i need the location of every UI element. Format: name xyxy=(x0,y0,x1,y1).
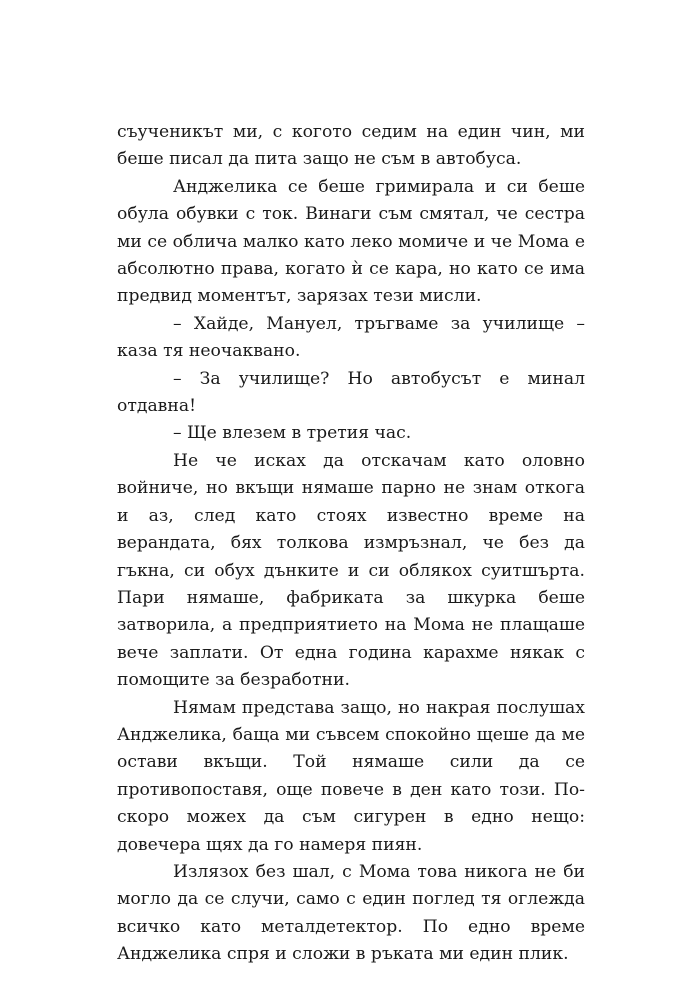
dialogue-line: – За училище? Но автобусът е минал отдавна! xyxy=(117,368,585,417)
paragraph: Нямам представа защо, но накрая послушах Анджелика, баща ми съвсем спокойно щеше да ме остави вкъщи. Той нямаше сили да се противопоставя, още повече в ден като този. По-скоро можех да съм сигурен в едно нещо: довечера щях да го намеря пиян. xyxy=(117,697,585,855)
page-text xyxy=(117,119,585,969)
paragraph: Анджелика се беше гримирала и си беше обула обувки с ток. Винаги съм смятал, че сестра ми се облича малко като леко момиче и че Мома е абсолютно права, когато ѝ се кара, но като се има предвид моментът, зарязах тези мисли. xyxy=(117,176,585,307)
paragraph: Не че исках да отскачам като оловно войниче, но вкъщи нямаше парно не знам откога и аз, след като стоях известно време на верандата, бях толкова измръзнал, че без да гъкна, си обух дънките и си облякох суитшърта. Пари нямаше, фабриката за шкурка беше затворила, а предприятието на Мома не плащаше вече заплати. От една година карахме някак с помощите за безработни. xyxy=(117,450,585,691)
paragraph: Излязох без шал, с Мома това никога не би могло да се случи, само с един поглед тя оглежда всичко като металдетектор. По едно време Анджелика спря и сложи в ръката ми един плик. xyxy=(117,861,585,965)
dialogue-line: – Ще влезем в третия час. xyxy=(173,423,412,444)
paragraph: съученикът ми, с когото седим на един чин, ми беше писал да пита защо не съм в автобуса. xyxy=(117,122,585,170)
dialogue-line: – Хайде, Мануел, тръгваме за училище – каза тя неочаквано. xyxy=(117,313,585,362)
